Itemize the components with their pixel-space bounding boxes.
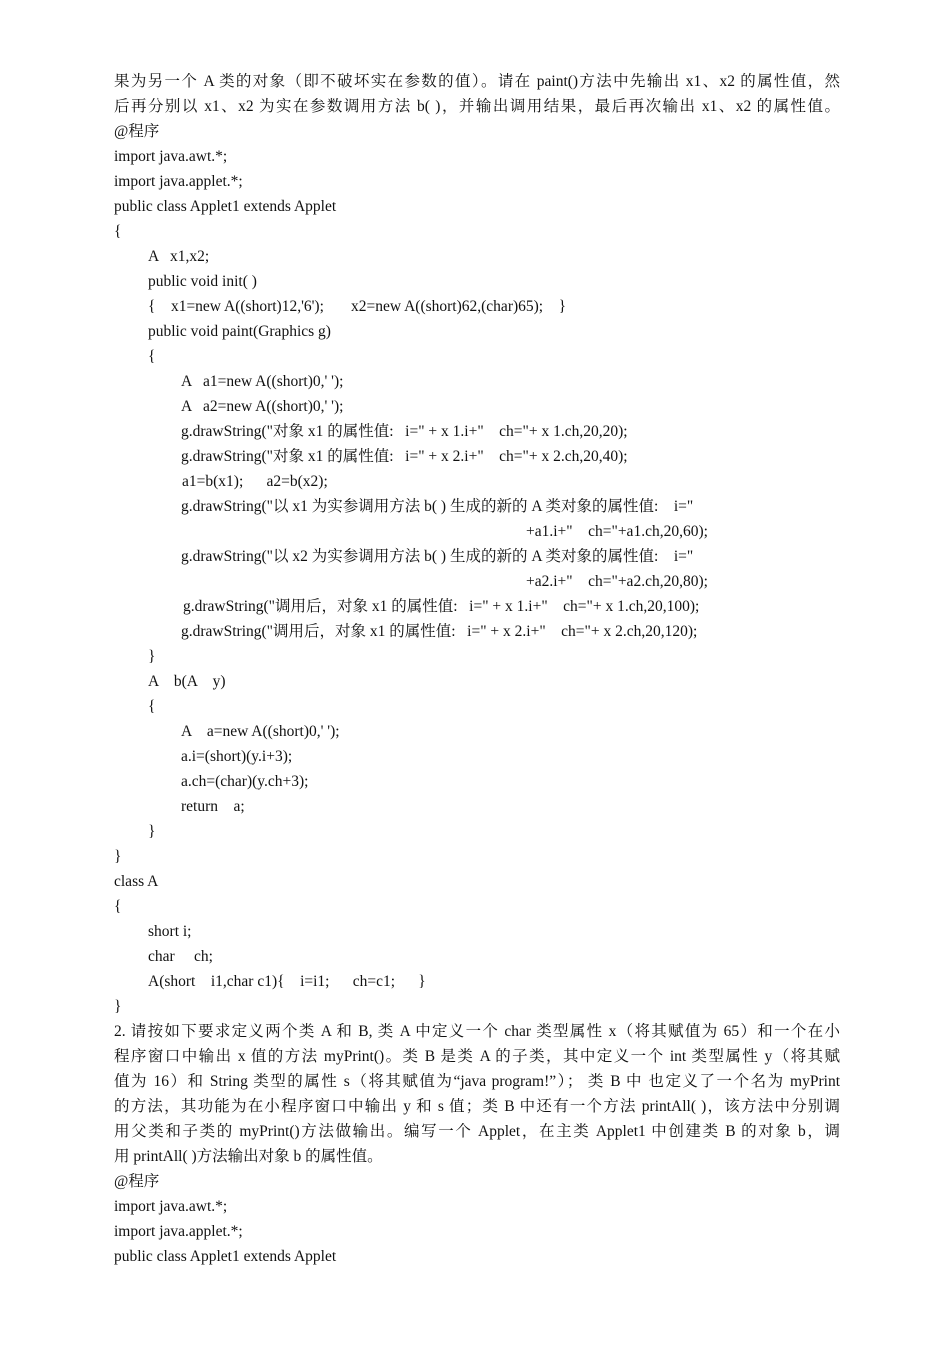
text-line: 值为 16）和 String 类型的属性 s（将其赋值为“java program!”）； 类 B 中 也定义了一个名为 myPrint (114, 1073, 840, 1090)
text-line: 2. 请按如下要求定义两个类 A 和 B, 类 A 中定义一个 char 类型属性 x（将其赋值为 65）和一个在小 (114, 1023, 840, 1040)
text-line: public void paint(Graphics g) (148, 323, 331, 340)
text-line: public void init( ) (148, 273, 257, 290)
text-line: { (114, 223, 122, 240)
text-line: @程序 (114, 123, 160, 140)
text-line: g.drawString("对象 x1 的属性值: i=" + x 1.i+" ch="+ x 1.ch,20,20); (181, 423, 628, 440)
text-line: A b(A y) (148, 673, 226, 690)
text-line: A(short i1,char c1){ i=i1; ch=c1; } (148, 973, 426, 990)
text-line: import java.awt.*; (114, 1198, 228, 1215)
text-line: 后再分别以 x1、x2 为实在参数调用方法 b( )，并输出调用结果，最后再次输出 x1、x2 的属性值。 (114, 98, 840, 115)
text-line: } (148, 823, 156, 840)
text-line: import java.applet.*; (114, 173, 243, 190)
text-line: @程序 (114, 1173, 160, 1190)
text-line: A a1=new A((short)0,' '); (181, 373, 344, 390)
text-line: { (148, 348, 156, 365)
text-line: a.ch=(char)(y.ch+3); (181, 773, 309, 790)
text-line: 果为另一个 A 类的对象（即不破坏实在参数的值）。请在 paint()方法中先输出 x1、x2 的属性值，然 (114, 73, 840, 90)
text-line: 的方法，其功能为在小程序窗口中输出 y 和 s 值；类 B 中还有一个方法 printAll( )，该方法中分别调 (114, 1098, 840, 1115)
text-line: A a2=new A((short)0,' '); (181, 398, 344, 415)
text-line: g.drawString("对象 x1 的属性值: i=" + x 2.i+" ch="+ x 2.ch,20,40); (181, 448, 628, 465)
text-line: { (148, 698, 156, 715)
text-line: 用父类和子类的 myPrint()方法做输出。编写一个 Applet，在主类 Applet1 中创建类 B 的对象 b，调 (114, 1123, 840, 1140)
text-line: g.drawString("以 x2 为实参调用方法 b( ) 生成的新的 A 类对象的属性值: i=" (181, 548, 694, 565)
text-line: char ch; (148, 948, 213, 965)
text-line: public class Applet1 extends Applet (114, 1248, 337, 1265)
text-line: { x1=new A((short)12,'6'); x2=new A((short)62,(char)65); } (148, 298, 567, 315)
text-line: } (114, 998, 122, 1015)
text-line: A x1,x2; (148, 248, 210, 265)
text-line: g.drawString("调用后，对象 x1 的属性值: i=" + x 1.i+" ch="+ x 1.ch,20,100); (183, 598, 700, 615)
text-line: import java.awt.*; (114, 148, 228, 165)
text-line: short i; (148, 923, 192, 940)
text-line: return a; (181, 798, 245, 815)
text-line: +a2.i+" ch="+a2.ch,20,80); (526, 573, 708, 590)
text-line: class A (114, 873, 159, 890)
text-line: 程序窗口中输出 x 值的方法 myPrint()。类 B 是类 A 的子类，其中定义一个 int 类型属性 y（将其赋 (114, 1048, 840, 1065)
text-line: A a=new A((short)0,' '); (181, 723, 340, 740)
text-line: public class Applet1 extends Applet (114, 198, 337, 215)
text-line: g.drawString("以 x1 为实参调用方法 b( ) 生成的新的 A 类对象的属性值: i=" (181, 498, 694, 515)
text-line: a1=b(x1); a2=b(x2); (182, 473, 328, 490)
text-line: { (114, 898, 122, 915)
text-line: g.drawString("调用后，对象 x1 的属性值: i=" + x 2.i+" ch="+ x 2.ch,20,120); (181, 623, 698, 640)
text-line: 用 printAll( )方法输出对象 b 的属性值。 (114, 1148, 383, 1165)
text-line: a.i=(short)(y.i+3); (181, 748, 293, 765)
text-line: import java.applet.*; (114, 1223, 243, 1240)
text-line: } (148, 648, 156, 665)
text-line: } (114, 848, 122, 865)
text-line: +a1.i+" ch="+a1.ch,20,60); (526, 523, 708, 540)
